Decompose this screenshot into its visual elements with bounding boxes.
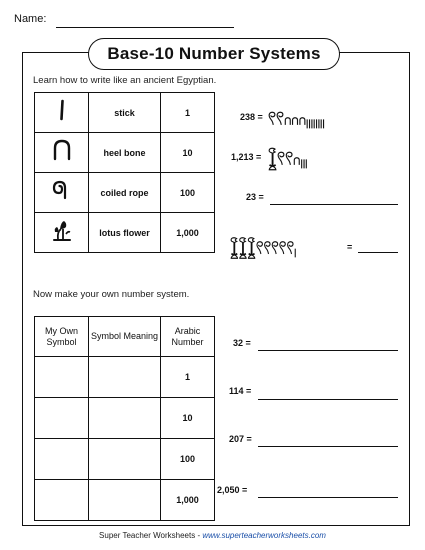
symbol-meaning-cell[interactable]: [89, 480, 161, 521]
table-row: [35, 480, 215, 521]
symbol-cell: [35, 213, 89, 253]
own-symbol-cell[interactable]: [35, 398, 89, 439]
example-number: 238 =: [240, 112, 263, 122]
answer-line[interactable]: [258, 399, 398, 400]
exercise-number: 2,050 =: [217, 485, 248, 495]
symbol-value: 1: [161, 93, 215, 133]
heel-bone-icon: [51, 138, 73, 162]
arabic-number: 10: [161, 398, 215, 439]
symbol-cell: [35, 93, 89, 133]
table-row: [35, 439, 215, 480]
lotus-flower-icon: [50, 217, 74, 243]
symbol-value: 1,000: [161, 213, 215, 253]
coiled-rope-icon: [50, 178, 74, 202]
footer-url[interactable]: www.superteacherworksheets.com: [202, 531, 326, 540]
column-header: Symbol Meaning: [89, 317, 161, 357]
symbol-meaning-cell[interactable]: [89, 439, 161, 480]
symbol-cell: [35, 133, 89, 173]
arabic-number: 1,000: [161, 480, 215, 521]
table-header-row: [35, 317, 215, 357]
symbol-meaning-cell[interactable]: [89, 357, 161, 398]
section2-instruction: Now make your own number system.: [33, 289, 190, 300]
arabic-number: 100: [161, 439, 215, 480]
column-header: Arabic Number: [161, 317, 215, 357]
symbol-meaning: lotus flower: [89, 213, 161, 253]
example-number: =: [347, 242, 353, 252]
own-symbol-cell[interactable]: [35, 439, 89, 480]
column-header: My Own Symbol: [35, 317, 89, 357]
custom-symbol-table: [34, 316, 215, 521]
answer-line[interactable]: [258, 350, 398, 351]
footer: [0, 531, 425, 540]
stick-icon: [52, 98, 72, 122]
table-row: [35, 93, 215, 133]
name-label: Name:: [14, 13, 47, 25]
example-number: 23 =: [246, 192, 264, 202]
table-row: [35, 173, 215, 213]
symbol-meaning: heel bone: [89, 133, 161, 173]
exercise-number: 114 =: [229, 386, 252, 396]
symbol-cell: [35, 173, 89, 213]
example-hieroglyphs: 𓍢𓍢𓎆𓎆𓎆𓏺𓏺𓏺𓏺𓏺𓏺𓏺𓏺: [268, 109, 325, 133]
symbol-meaning: stick: [89, 93, 161, 133]
own-symbol-cell[interactable]: [35, 480, 89, 521]
section1-instruction: Learn how to write like an ancient Egyptian.: [33, 75, 217, 86]
answer-line[interactable]: [258, 446, 398, 447]
table-row: [35, 398, 215, 439]
example-hieroglyphs: 𓆼𓆼𓆼𓍢𓍢𓍢𓍢𓍢𓏺: [230, 240, 297, 262]
table-row: [35, 133, 215, 173]
answer-line[interactable]: [258, 497, 398, 498]
arabic-number: 1: [161, 357, 215, 398]
table-row: [35, 357, 215, 398]
answer-line[interactable]: [358, 252, 398, 253]
own-symbol-cell[interactable]: [35, 357, 89, 398]
exercise-number: 32 =: [233, 338, 251, 348]
symbol-meaning-cell[interactable]: [89, 398, 161, 439]
example-hieroglyphs: 𓆼𓍢𓍢𓎆𓏺𓏺𓏺: [268, 149, 308, 173]
page-title: Base-10 Number Systems: [88, 38, 340, 70]
example-number: 1,213 =: [231, 152, 262, 162]
exercise-number: 207 =: [229, 434, 252, 444]
symbol-value: 10: [161, 133, 215, 173]
symbol-meaning: coiled rope: [89, 173, 161, 213]
table-row: [35, 213, 215, 253]
symbol-value: 100: [161, 173, 215, 213]
footer-brand: Super Teacher Worksheets -: [99, 531, 203, 540]
answer-line[interactable]: [270, 204, 398, 205]
name-line[interactable]: [56, 27, 234, 28]
egyptian-symbol-table: [34, 92, 215, 253]
